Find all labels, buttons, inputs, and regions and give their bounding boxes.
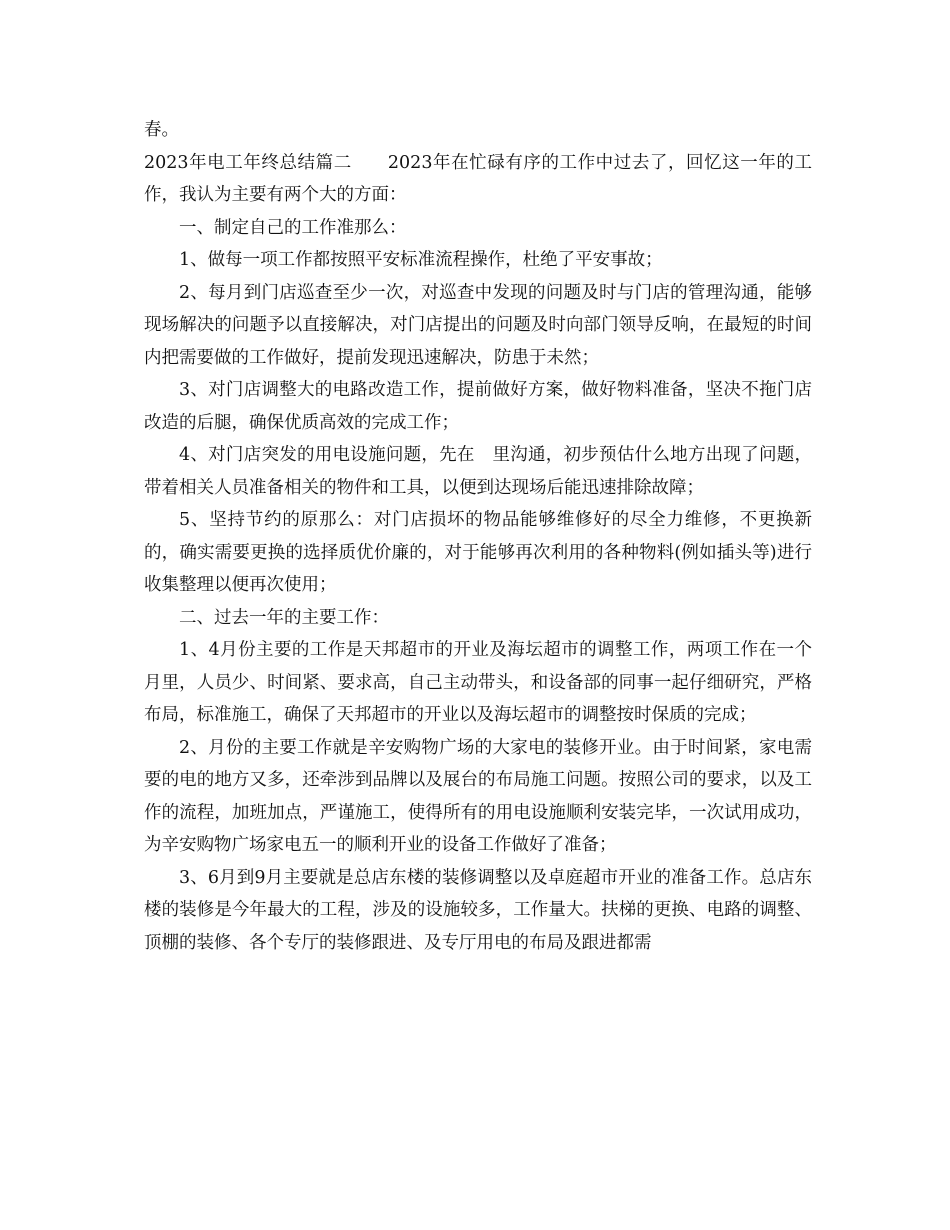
- paragraph-8: 5、坚持节约的原那么：对门店损坏的物品能够维修好的尽全力维修，不更换新的，确实需要更换的选择质优价廉的，对于能够再次利用的各种物料(例如插头等)进行收集整理以便再次使用；: [144, 510, 812, 595]
- paragraph-4: 1、做每一项工作都按照平安标准流程操作，杜绝了平安事故；: [179, 250, 663, 270]
- paragraph-12: 3、6月到9月主要就是总店东楼的装修调整以及卓庭超市开业的准备工作。总店东楼的装修是今年最大的工程，涉及的设施较多，工作量大。扶梯的更换、电路的调整、顶棚的装修、各个专厅的装修跟进、及专厅用电的布局及跟进都需: [144, 867, 812, 953]
- paragraph-2: 2023年电工年终总结篇二 2023年在忙碌有序的工作中过去了，回忆这一年的工作，我认为主要有两个大的方面：: [144, 152, 812, 205]
- paragraph-6: 3、对门店调整大的电路改造工作，提前做好方案，做好物料准备，坚决不拖门店改造的后腿，确保优质高效的完成工作；: [144, 380, 812, 433]
- paragraph-5: 2、每月到门店巡查至少一次，对巡查中发现的问题及时与门店的管理沟通，能够现场解决的问题予以直接解决，对门店提出的问题及时向部门领导反响，在最短的时间内把需要做的工作做好，提前发现迅速解决，防患于未然；: [144, 282, 812, 368]
- document-body: [144, 114, 812, 959]
- paragraph-9: 二、过去一年的主要工作：: [179, 607, 389, 628]
- paragraph-11: 2、月份的主要工作就是辛安购物广场的大家电的装修开业。由于时间紧，家电需要的电的地方又多，还牵涉到品牌以及展台的布局施工问题。按照公司的要求，以及工作的流程，加班加点，严谨施工，使得所有的用电设施顺利安装完毕，一次试用成功，为辛安购物广场家电五一的顺利开业的设备工作做好了准备；: [144, 737, 812, 855]
- paragraph-3: 一、制定自己的工作准那么：: [179, 217, 407, 238]
- paragraph-7: 4、对门店突发的用电设施问题，先在 里沟通，初步预估什么地方出现了问题，带着相关人员准备相关的物件和工具，以便到达现场后能迅速排除故障；: [144, 445, 812, 498]
- paragraph-1: 春。: [144, 120, 179, 140]
- paragraph-10: 1、4月份主要的工作是天邦超市的开业及海坛超市的调整工作，两项工作在一个月里，人员少、时间紧、要求高，自己主动带头，和设备部的同事一起仔细研究，严格布局，标准施工，确保了天邦超市的开业以及海坛超市的调整按时保质的完成；: [144, 640, 812, 725]
